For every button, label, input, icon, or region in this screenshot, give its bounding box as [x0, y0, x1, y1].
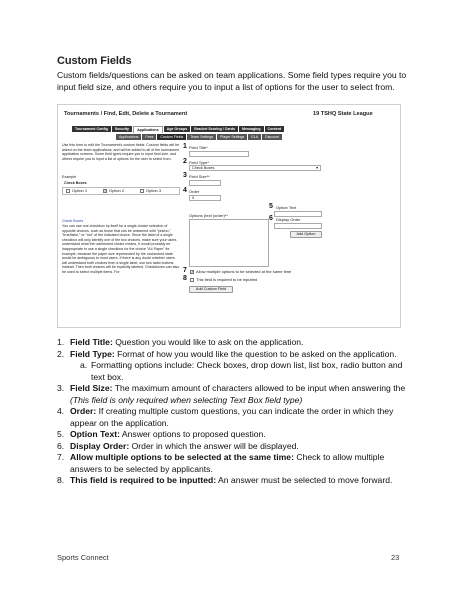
list-item: 2. Field Type: Format of how you would like the question to be asked on the application.: [57, 348, 397, 359]
field-type-label: Field Type*: [189, 160, 209, 165]
field-type-select: [189, 165, 321, 171]
subtab-player-settings: Player Settings: [217, 134, 247, 140]
subtab-applications: Applications: [116, 134, 141, 140]
example-options-box: [62, 187, 180, 195]
check-boxes-label: Check Boxes: [64, 181, 87, 185]
screenshot-header-right: 19 TSHQ State League: [313, 111, 373, 117]
subtab-team-settings: Team Settings: [187, 134, 216, 140]
callout-6: 6: [269, 215, 273, 222]
screenshot-header-left: Tournaments / Find, Edit, Delete a Tournament: [64, 111, 188, 117]
check-boxes-description: You can use one checkbox by itself for a single-choice selection of opposite choices, such as those that can be answered with "yes/no," "true/false," or "not" of the indicated choice. Since the label of a single checkbox will only identify one of the two choices, make sure your users understand what the unchecked choice means. It would probably be inappropriate to use a single checkbox for the choice "A4 Paper" for example, because the paper size represented by the unchecked state would be ambiguous to most users. If there is any doubt whether users will understand both choices from a single label, use two radio buttons instead. Then both choices will be explicitly labeled. Checkboxes can also be used to select multiple items. For: [62, 224, 180, 274]
check-boxes-link: Check Boxes: [62, 219, 84, 223]
allow-multiple-checkbox: ✓: [191, 270, 194, 274]
field-title-label: Field Title*: [189, 145, 208, 150]
subtab-custom-fields: Custom Fields: [157, 134, 186, 140]
option-3-label: Option 3: [146, 188, 162, 193]
callout-8: 8: [183, 275, 187, 282]
option-1-label: Option 1: [72, 188, 88, 193]
custom-fields-screenshot: [57, 104, 401, 328]
subtab-discount: Discount: [262, 134, 282, 140]
order-label: Order: [189, 189, 200, 194]
required-label: This field is required to be inputted: [196, 277, 258, 282]
option-1-checkbox: [66, 189, 70, 193]
option-2-checkbox: ✓: [104, 189, 107, 193]
page-number: 23: [391, 553, 400, 562]
chevron-down-icon: ▾: [316, 166, 318, 170]
callout-7: 7: [183, 267, 187, 274]
field-size-input: [189, 180, 221, 186]
order-input: [189, 195, 221, 201]
tab-age-groups: Age Groups: [164, 126, 191, 132]
option-2-label: Option 2: [109, 188, 125, 193]
tab-tournament-config: Tournament Config: [72, 126, 111, 132]
list-item: 4. Order: If creating multiple custom questions, you can indicate the order in which they appear on the application.: [57, 406, 394, 428]
display-order-input: [274, 223, 322, 229]
field-definitions-list: [57, 337, 417, 487]
options-listbox: [189, 219, 269, 267]
list-item: 3. Field Size: The maximum amount of characters allowed to be input when answering the: [57, 383, 406, 393]
callout-4: 4: [183, 187, 187, 194]
callout-3: 3: [183, 172, 187, 179]
subtab-ela: ELA: [248, 134, 261, 140]
subtab-fees: Fees: [142, 134, 156, 140]
callout-2: 2: [183, 158, 187, 165]
list-item-note: (This field is only required when selecting Text Box field type): [70, 394, 303, 405]
options-text-label: Options (text (order)**: [189, 213, 228, 218]
list-item: 7. Allow multiple options to be selected at the same time: Check to allow multiple answers to be selected by applicants.: [57, 452, 385, 474]
display-order-label: Display Order: [276, 217, 301, 222]
footer-brand: Sports Connect: [57, 553, 109, 562]
example-label: Example: [62, 175, 76, 179]
list-item: 6. Display Order: Order in which the answer will be displayed.: [57, 440, 299, 451]
add-option-button: Add Option: [290, 231, 322, 238]
option-text-label: Option Text: [276, 205, 297, 210]
tab-messaging: Messaging: [239, 126, 264, 132]
list-item: 5. Option Text: Answer options to proposed question.: [57, 429, 266, 439]
help-text: Use this form to edit the Tournament's custom fields. Custom fields will be asked on the team applications, and will be added to all of the tournament application screens. Some field types require you to input field size, and others require you to input a list of options for the user to select from.: [62, 143, 180, 161]
list-item: 1. Field Title: Question you would like to ask on the application.: [57, 337, 304, 347]
callout-1: 1: [183, 143, 187, 150]
tab-content: Content: [265, 126, 285, 132]
field-type-value: Check Boxes: [192, 166, 215, 170]
screenshot-tab-row: [72, 126, 284, 132]
page-title: Custom Fields: [57, 55, 132, 67]
list-item: 8. This field is required to be inputted: An answer must be selected to move forward.: [57, 475, 393, 485]
tab-bracket-scoring: Bracket Scoring / Cards: [191, 126, 238, 132]
required-checkbox: [190, 278, 194, 282]
allow-multiple-label: Allow multiple options to be selected at the same time: [196, 269, 292, 274]
tab-applications: Applications: [133, 126, 163, 133]
callout-5: 5: [269, 203, 273, 210]
order-value: 0: [192, 196, 195, 200]
screenshot-subtab-row: [116, 134, 282, 140]
field-title-input: [189, 151, 249, 157]
option-3-checkbox: [140, 189, 144, 193]
field-size-label: Field Size**: [189, 174, 210, 179]
list-subitem: a. Formatting options include: Check boxes, drop down list, list box, radio button and text box.: [80, 360, 403, 382]
intro-paragraph: Custom fields/questions can be asked on team applications. Some field types require you to input field size, and others require you to input a list of options for the user to select from.: [57, 70, 407, 92]
add-custom-field-button: Add Custom Field: [189, 286, 233, 293]
tab-security: Security: [112, 126, 132, 132]
